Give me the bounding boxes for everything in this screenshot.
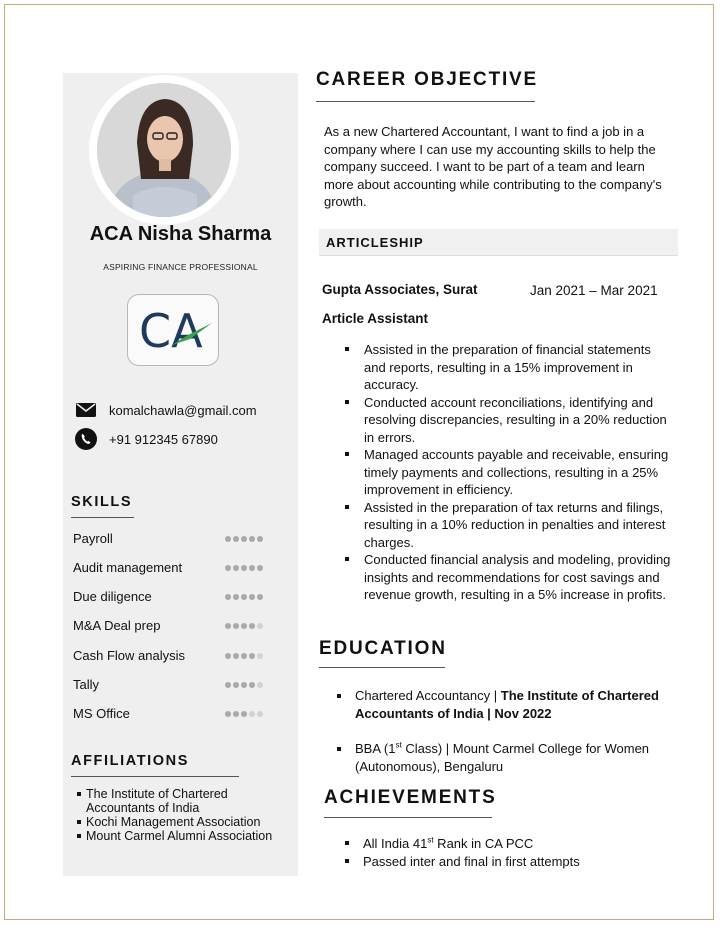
rating-dot-filled <box>233 682 239 688</box>
resume-page <box>4 4 714 920</box>
phone-icon <box>75 428 97 450</box>
education-item <box>337 687 690 723</box>
rating-dot-filled <box>241 653 247 659</box>
phone-text[interactable]: +91 912345 67890 <box>109 431 218 447</box>
skills-rule <box>71 517 134 518</box>
achievement-text: Passed inter and final in first attempts <box>363 853 580 869</box>
rating-dot-filled <box>249 536 255 542</box>
affiliations-rule <box>71 776 239 777</box>
skill-label: MS Office <box>73 706 130 721</box>
rating-dot-filled <box>241 565 247 571</box>
skill-row <box>73 706 263 724</box>
sidebar <box>63 73 298 876</box>
rating-dot-empty <box>249 711 255 717</box>
achievement-item <box>345 853 665 871</box>
rating-dot-empty <box>257 623 263 629</box>
affiliation-item: Kochi Management Association <box>77 815 292 829</box>
affiliation-item: The Institute of Chartered Accountants of India <box>77 787 292 815</box>
articleship-band <box>319 229 678 256</box>
rating-dot-filled <box>241 623 247 629</box>
achievement-text-end: Rank in CA PCC <box>433 836 534 851</box>
education-institute: The Institute of Chartered Accountants of India | Nov 2022 <box>355 688 659 721</box>
candidate-name: ACA Nisha Sharma <box>89 223 272 245</box>
rating-dot-filled <box>233 653 239 659</box>
duty-item: Assisted in the preparation of tax returns and filings, resulting in a 10% reduction in penalties and interest charges. <box>345 499 675 552</box>
skill-label: Tally <box>73 677 100 692</box>
rating-dot-filled <box>241 711 247 717</box>
skill-row <box>73 677 263 695</box>
rating-dot-filled <box>241 536 247 542</box>
achievements-list <box>345 835 665 870</box>
skill-rating <box>225 682 263 688</box>
company-name: Gupta Associates, Surat <box>322 282 478 297</box>
ca-logo <box>127 294 219 366</box>
skill-rating <box>225 623 263 629</box>
rating-dot-filled <box>225 711 231 717</box>
profile-photo <box>97 83 231 217</box>
rating-dot-filled <box>249 682 255 688</box>
rating-dot-filled <box>249 565 255 571</box>
skill-label: Payroll <box>73 531 113 546</box>
education-degree: Chartered Accountancy | <box>355 688 501 703</box>
profile-photo-frame <box>89 75 239 225</box>
skill-rating <box>225 565 263 571</box>
education-superscript: st <box>395 740 402 750</box>
affiliations-list <box>77 787 292 843</box>
candidate-tagline: ASPIRING FINANCE PROFESSIONAL <box>103 262 258 272</box>
envelope-icon <box>75 399 97 421</box>
objective-text: As a new Chartered Accountant, I want to find a job in a company where I can use my accounting skills to help the company succeed. I want to be part of a team and learn more about accounting while contributing to the company's growth. <box>324 124 662 209</box>
rating-dot-filled <box>257 565 263 571</box>
affiliations-heading: AFFILIATIONS <box>71 753 190 769</box>
rating-dot-filled <box>233 536 239 542</box>
rating-dot-filled <box>225 682 231 688</box>
duty-item: Assisted in the preparation of financial statements and reports, resulting in a 15% improvement in accuracy. <box>345 341 675 394</box>
affiliation-item: Mount Carmel Alumni Association <box>77 829 292 843</box>
duty-item: Managed accounts payable and receivable, ensuring timely payments and collections, resulting in a 25% improvement in efficiency. <box>345 446 675 499</box>
skill-row <box>73 560 263 578</box>
rating-dot-filled <box>257 594 263 600</box>
skill-rating <box>225 653 263 659</box>
skill-label: Cash Flow analysis <box>73 648 185 663</box>
education-item <box>337 740 690 776</box>
rating-dot-filled <box>233 711 239 717</box>
skill-row <box>73 618 263 636</box>
rating-dot-filled <box>249 653 255 659</box>
career-objective-heading: CAREER OBJECTIVE <box>316 69 539 90</box>
achievements-heading: ACHIEVEMENTS <box>324 787 497 808</box>
rating-dot-filled <box>225 594 231 600</box>
articleship-heading: ARTICLESHIP <box>326 235 424 250</box>
employment-dates: Jan 2021 – Mar 2021 <box>530 283 658 298</box>
skills-heading: SKILLS <box>71 494 133 510</box>
duty-item: Conducted financial analysis and modeling, providing insights and recommendations for cost savings and revenue growth, resulting in a 5% increase in profits. <box>345 551 675 604</box>
contact-email[interactable] <box>75 399 257 421</box>
rating-dot-filled <box>241 682 247 688</box>
rating-dot-filled <box>233 594 239 600</box>
objective-rule <box>316 101 535 102</box>
rating-dot-filled <box>249 623 255 629</box>
achievement-item <box>345 835 665 853</box>
contact-phone[interactable] <box>75 428 218 450</box>
education-degree: BBA (1 <box>355 741 396 756</box>
skill-row <box>73 531 263 549</box>
skill-row <box>73 589 263 607</box>
achievements-rule <box>324 817 492 818</box>
rating-dot-filled <box>225 653 231 659</box>
education-heading: EDUCATION <box>319 638 447 659</box>
email-text[interactable]: komalchawla@gmail.com <box>109 402 257 418</box>
rating-dot-empty <box>257 653 263 659</box>
rating-dot-filled <box>233 565 239 571</box>
rating-dot-empty <box>257 711 263 717</box>
rating-dot-filled <box>257 536 263 542</box>
skill-rating <box>225 536 263 542</box>
achievement-text: All India 41 <box>363 836 428 851</box>
rating-dot-empty <box>257 682 263 688</box>
rating-dot-filled <box>233 623 239 629</box>
skill-rating <box>225 711 263 717</box>
education-institute: Class) | Mount Carmel College for Women (Autonomous), Bengaluru <box>355 741 650 774</box>
ca-logo-text: CA <box>139 304 203 358</box>
job-role: Article Assistant <box>322 311 429 326</box>
skill-rating <box>225 594 263 600</box>
skill-label: M&A Deal prep <box>73 618 161 633</box>
rating-dot-filled <box>241 594 247 600</box>
duty-item: Conducted account reconciliations, identifying and resolving discrepancies, resulting in a 20% reduction in errors. <box>345 394 675 447</box>
rating-dot-filled <box>249 594 255 600</box>
achievement-superscript: st <box>427 835 434 845</box>
skill-label: Audit management <box>73 560 183 575</box>
rating-dot-filled <box>225 623 231 629</box>
rating-dot-filled <box>225 565 231 571</box>
duties-list <box>345 341 675 604</box>
education-rule <box>319 667 445 668</box>
skill-label: Due diligence <box>73 589 152 604</box>
rating-dot-filled <box>225 536 231 542</box>
skill-row <box>73 648 263 666</box>
